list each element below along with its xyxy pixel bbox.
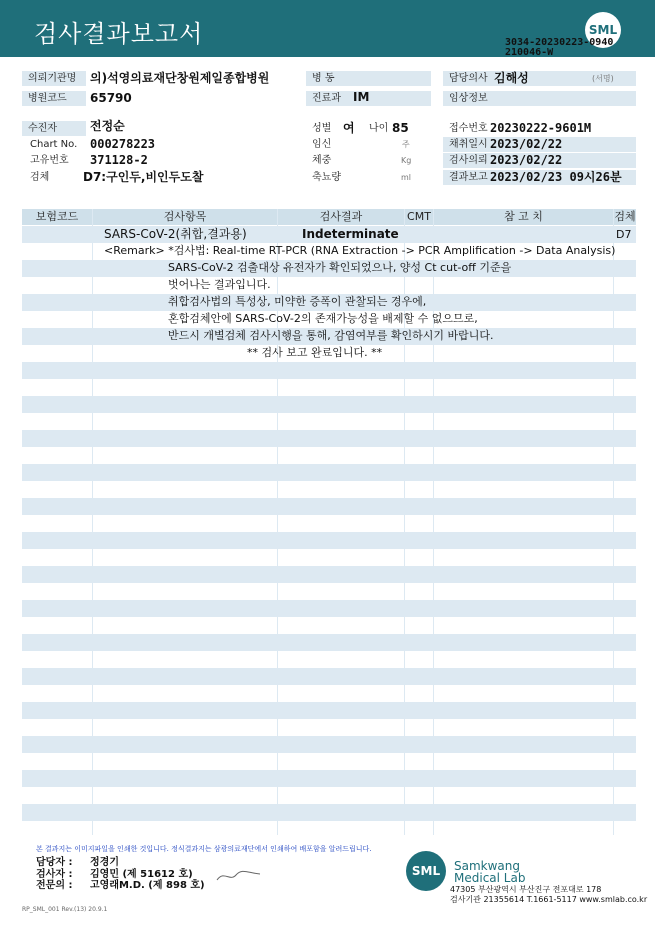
document-number-line2: 210046-W bbox=[505, 47, 554, 58]
table-row-band bbox=[22, 498, 636, 515]
report-time-value: 2023/02/23 09시26분 bbox=[490, 170, 622, 184]
form-code: RP_SML_001 Rev.(13) 20.9.1 bbox=[22, 906, 108, 913]
document-number-line1: 3034-20230223-0940 bbox=[505, 37, 614, 48]
sex-value: 여 bbox=[343, 121, 355, 135]
tester-label: 검사자 : bbox=[36, 869, 73, 880]
remark-line: 반드시 개별검체 검사시행을 통해, 감염여부를 확인하시기 바랍니다. bbox=[168, 329, 494, 342]
expert-label: 전문의 : bbox=[36, 880, 73, 891]
table-row-band bbox=[22, 634, 636, 651]
company-name-line1: Samkwang bbox=[454, 859, 520, 873]
table-row-band bbox=[22, 600, 636, 617]
hospital-code-label: 병원코드 bbox=[22, 91, 86, 106]
pregnancy-unit: 주 bbox=[402, 140, 410, 149]
remark-line: 벗어나는 결과입니다. bbox=[168, 278, 271, 291]
remark-line: <Remark> *검사법: Real-time RT-PCR (RNA Extraction -> PCR Amplification -> Data Analysis) bbox=[104, 244, 616, 257]
chart-label: Chart No. bbox=[30, 139, 78, 150]
table-row-band bbox=[22, 566, 636, 583]
col-result: 검사결과 bbox=[278, 209, 404, 225]
pregnancy-label: 임신 bbox=[312, 139, 332, 150]
dept-label: 진료과 bbox=[306, 91, 431, 106]
org-value: 의)석영의료재단창원제일종합병원 bbox=[90, 71, 270, 85]
staff-value: 정경기 bbox=[90, 857, 119, 868]
specimen-value: D7:구인두,비인두도찰 bbox=[83, 170, 204, 184]
specimen-label: 검체 bbox=[30, 172, 50, 183]
chart-value: 000278223 bbox=[90, 137, 156, 151]
tester-value: 김영민 (제 51612 호) bbox=[90, 869, 193, 880]
age-label: 나이 bbox=[369, 123, 389, 134]
col-divider bbox=[613, 209, 614, 835]
sex-label: 성별 bbox=[312, 123, 332, 134]
company-logo: SML bbox=[406, 851, 446, 891]
table-row-band bbox=[22, 464, 636, 481]
col-insurance-code: 보험코드 bbox=[22, 209, 92, 225]
id-value: 371128-2 bbox=[90, 153, 148, 167]
request-label: 검사의뢰 bbox=[443, 153, 636, 168]
document-number bbox=[505, 38, 613, 58]
print-notice: 본 결과지는 이미지파일을 인쇄한 것입니다. 정식결과지는 삼광의료재단에서 인쇄하여 배포함을 알려드립니다. bbox=[36, 845, 372, 853]
table-row-band bbox=[22, 396, 636, 413]
test-result: Indeterminate bbox=[302, 227, 399, 241]
remark-line: SARS-CoV-2 검출대상 유전자가 확인되었으나, 양성 Ct cut-off 기준을 bbox=[168, 261, 512, 274]
request-value: 2023/02/22 bbox=[490, 153, 563, 167]
dept-value: IM bbox=[353, 90, 370, 104]
collect-label: 채취일시 bbox=[443, 137, 636, 152]
receipt-value: 20230222-9601M bbox=[490, 121, 592, 135]
clinical-info-label: 임상정보 bbox=[443, 91, 636, 106]
test-name: SARS-CoV-2(취합,결과용) bbox=[104, 227, 247, 241]
expert-value: 고영래M.D. (제 898 호) bbox=[90, 880, 205, 891]
weight-label: 체중 bbox=[312, 155, 332, 166]
company-address: 47305 부산광역시 부산진구 전포대로 178 bbox=[450, 885, 602, 894]
patient-value: 전정순 bbox=[90, 119, 125, 133]
urine-unit: ml bbox=[401, 173, 412, 182]
id-label: 고유번호 bbox=[30, 155, 69, 166]
company-contact: 검사기관 21355614 T.1661-5117 www.smlab.co.kr bbox=[450, 895, 648, 904]
staff-label: 담당자 : bbox=[36, 857, 73, 868]
table-row-band bbox=[22, 702, 636, 719]
doctor-value: 김해성 bbox=[494, 71, 529, 85]
col-reference: 참 고 치 bbox=[434, 209, 613, 225]
report-complete-note: ** 검사 보고 완료입니다. ** bbox=[247, 346, 383, 359]
remark-line: 혼합검체안에 SARS-CoV-2의 존재가능성을 배제할 수 없으므로, bbox=[168, 312, 478, 325]
col-specimen: 검체 bbox=[614, 210, 636, 223]
doctor-label: 담당의사 bbox=[443, 71, 636, 86]
col-divider bbox=[92, 209, 93, 835]
receipt-label: 접수번호 bbox=[449, 123, 488, 134]
org-label: 의뢰기관명 bbox=[22, 71, 86, 86]
hospital-code-value: 65790 bbox=[90, 91, 132, 105]
table-row-band bbox=[22, 362, 636, 379]
table-row-band bbox=[22, 804, 636, 821]
table-row-band bbox=[22, 430, 636, 447]
urine-label: 축뇨량 bbox=[312, 172, 341, 183]
col-cmt: CMT bbox=[405, 209, 433, 225]
report-title: 검사결과보고서 bbox=[34, 20, 204, 48]
patient-label: 수진자 bbox=[22, 121, 86, 136]
doctor-seal: (서명) bbox=[592, 74, 614, 83]
age-value: 85 bbox=[392, 121, 409, 135]
table-row-band bbox=[22, 668, 636, 685]
remark-line: 취합검사법의 특성상, 미약한 증폭이 관찰되는 경우에, bbox=[168, 295, 427, 308]
table-row-band bbox=[22, 736, 636, 753]
col-test-item: 검사항목 bbox=[93, 209, 277, 225]
table-row-band bbox=[22, 532, 636, 549]
collect-value: 2023/02/22 bbox=[490, 137, 563, 151]
specimen-code: D7 bbox=[616, 228, 632, 241]
weight-unit: Kg bbox=[401, 156, 412, 165]
table-row-band bbox=[22, 770, 636, 787]
sml-logo: SML bbox=[585, 12, 621, 48]
report-time-label: 결과보고 bbox=[443, 170, 636, 185]
ward-label: 병 동 bbox=[306, 71, 431, 86]
company-name-line2: Medical Lab bbox=[454, 871, 526, 885]
col-divider bbox=[433, 209, 434, 835]
signature bbox=[214, 866, 264, 886]
